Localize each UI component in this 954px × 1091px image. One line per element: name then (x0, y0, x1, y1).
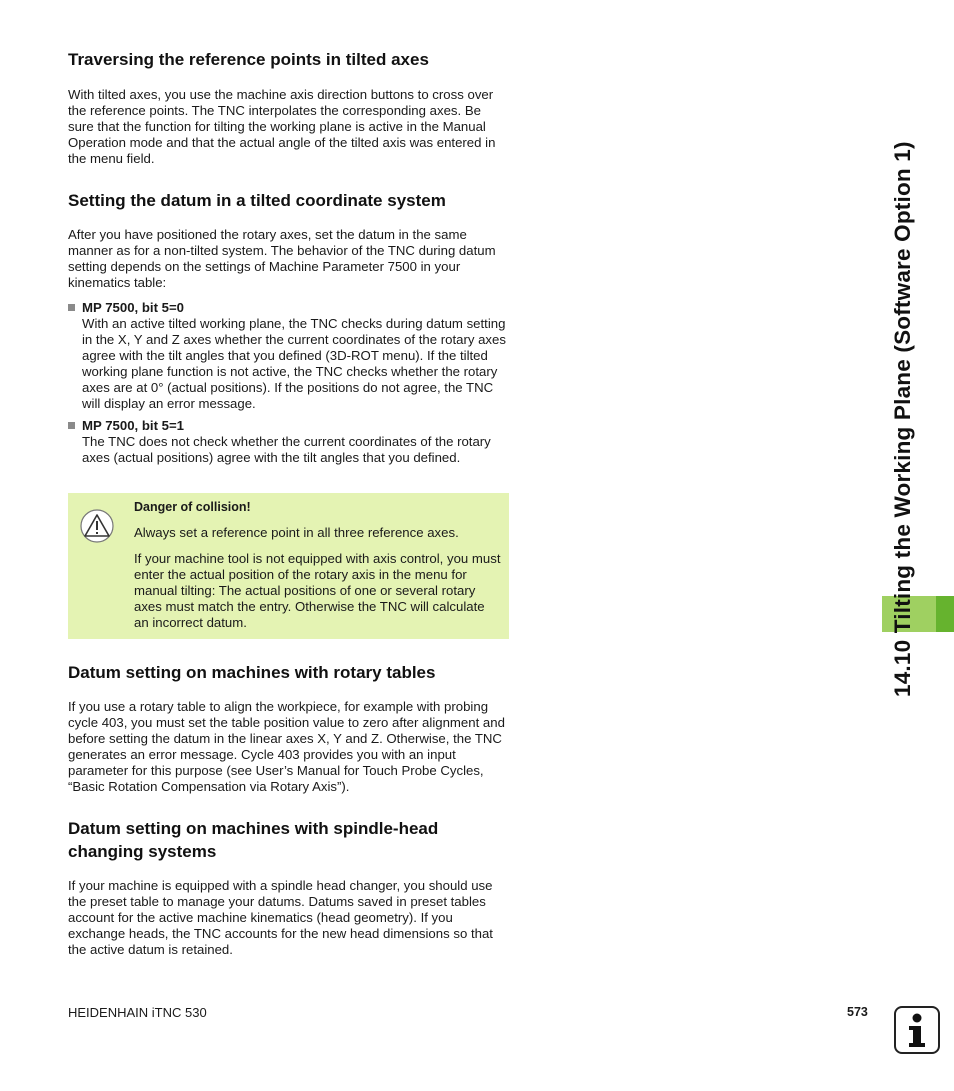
info-icon (894, 1006, 940, 1054)
warning-title: Danger of collision! (134, 500, 251, 514)
list-item (68, 300, 510, 412)
bullet-square-icon (68, 422, 75, 429)
heading-rotary-tables: Datum setting on machines with rotary tables (68, 663, 436, 682)
heading-setting-datum: Setting the datum in a tilted coordinate system (68, 191, 446, 210)
footer-manual-name: HEIDENHAIN iTNC 530 (68, 1005, 207, 1020)
warning-triangle-icon (80, 509, 114, 543)
bullet-title: MP 7500, bit 5=0 (82, 300, 185, 315)
list-item (68, 418, 510, 466)
info-i-glyph (896, 1008, 938, 1052)
heading-traversing: Traversing the reference points in tilted axes (68, 50, 429, 69)
paragraph-traversing: With tilted axes, you use the machine axis direction buttons to cross over the reference points. The TNC interpolates the corresponding axes. Be sure that the function for tilting the working plane is active in the Manual Operation mode and that the actual angle of the tilted axis was entered in the menu field. (68, 87, 496, 166)
bullet-square-icon (68, 304, 75, 311)
warning-box (68, 493, 509, 639)
warning-text (134, 499, 502, 641)
bullet-text: With an active tilted working plane, the TNC checks during datum setting in the X, Y and Z axes whether the current coordinates of the rotary axes agree with the tilt angles that you defined (3D-ROT menu). If the tilted working plane function is not active, the TNC checks whether the rotary axes are at 0° (actual positions). If the positions do not agree, the TNC will display an error message. (82, 316, 506, 411)
warning-paragraph: If your machine tool is not equipped with axis control, you must enter the actual position of the rotary axis in the menu for manual tilting: The actual positions of one or several rotary axes must match the entry. Otherwise the TNC will calculate an incorrect datum. (134, 551, 501, 630)
chapter-title-text: 14.10 Tilting the Working Plane (Software Option 1) (890, 141, 915, 697)
bullet-text: The TNC does not check whether the current coordinates of the rotary axes (actual positions) agree with the tilt angles that you defined. (82, 434, 491, 465)
bullet-title: MP 7500, bit 5=1 (82, 418, 185, 433)
paragraph-spindle-head: If your machine is equipped with a spindle head changer, you should use the preset table to manage your datums. Datums saved in preset tables account for the active machine kinematics (head geometry). If you exchange heads, the TNC accounts for the new head dimensions so that the active datum is retained. (68, 878, 493, 957)
heading-spindle-head: Datum setting on machines with spindle-head changing systems (68, 819, 439, 861)
warning-paragraph: Always set a reference point in all three reference axes. (134, 525, 459, 540)
paragraph-setting-datum: After you have positioned the rotary axes, set the datum in the same manner as for a non-tilted system. The behavior of the TNC during datum setting depends on the settings of Machine Parameter 7500 in your kinematics table: (68, 227, 496, 290)
page-number: 573 (847, 1005, 868, 1019)
paragraph-rotary-tables: If you use a rotary table to align the workpiece, for example with probing cycle 403, you must set the table position value to zero after alignment and before setting the datum in the linear axes X, Y and Z. Otherwise, the TNC generates an error message. Cycle 403 provides you with an input parameter for this purpose (see User’s Manual for Touch Probe Cycles, “Basic Rotation Compensation via Rotary Axis”). (68, 699, 505, 794)
